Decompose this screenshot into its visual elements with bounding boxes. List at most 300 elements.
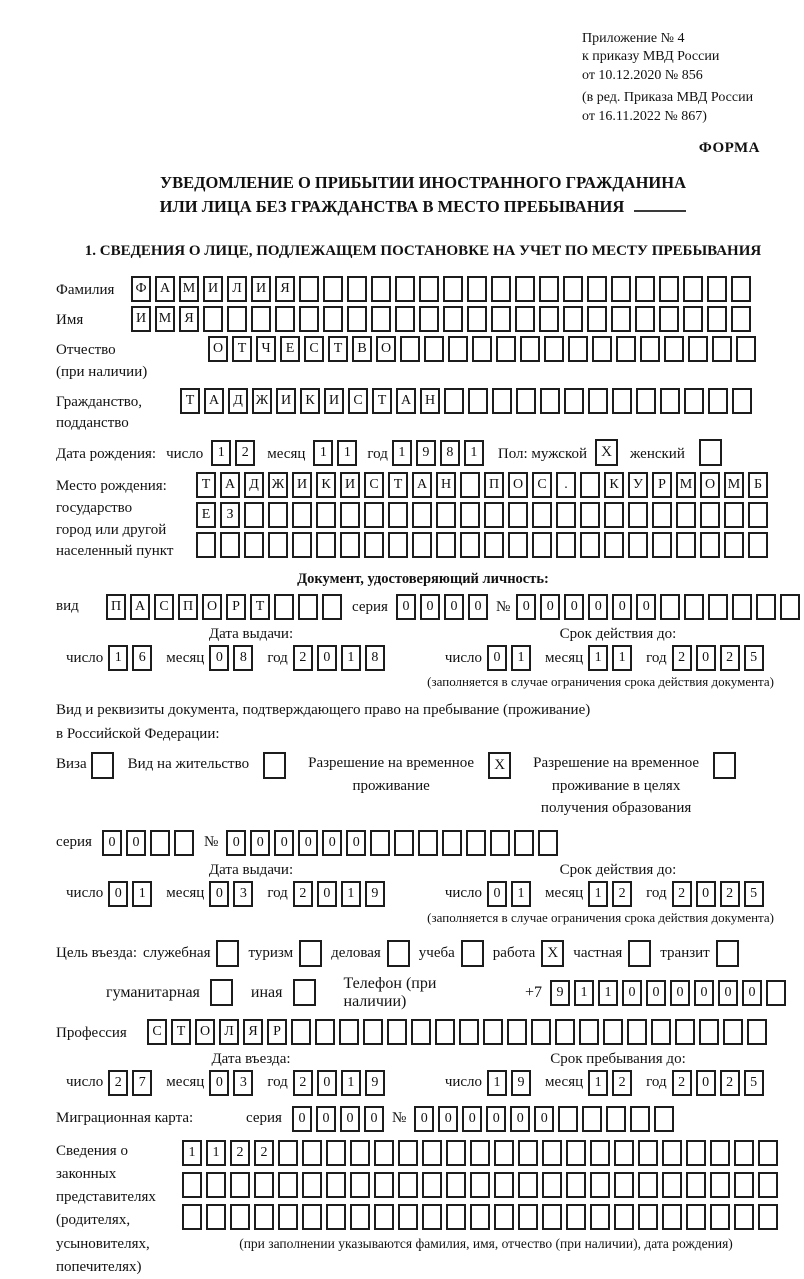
form-cell[interactable]: 0	[564, 594, 584, 620]
form-cell[interactable]	[747, 1019, 767, 1045]
form-cell[interactable]: 0	[588, 594, 608, 620]
form-cell[interactable]	[275, 306, 295, 332]
form-cell[interactable]: 1	[108, 645, 128, 671]
form-cell[interactable]: 2	[672, 1070, 692, 1096]
form-cell[interactable]	[758, 1172, 778, 1198]
visa-checkbox[interactable]	[91, 752, 114, 779]
form-cell[interactable]	[339, 1019, 359, 1045]
form-cell[interactable]	[244, 532, 264, 558]
form-cell[interactable]: 1	[392, 440, 412, 466]
form-cell[interactable]: П	[106, 594, 126, 620]
form-cell[interactable]	[388, 532, 408, 558]
form-cell[interactable]: 1	[341, 1070, 361, 1096]
form-cell[interactable]: 0	[209, 881, 229, 907]
form-cell[interactable]	[468, 388, 488, 414]
form-cell[interactable]: 0	[250, 830, 270, 856]
form-cell[interactable]: 2	[612, 1070, 632, 1096]
form-cell[interactable]: С	[364, 472, 384, 498]
form-cell[interactable]	[579, 1019, 599, 1045]
form-cell[interactable]	[652, 532, 672, 558]
form-cell[interactable]	[444, 388, 464, 414]
form-cell[interactable]: Ж	[252, 388, 272, 414]
form-cell[interactable]	[422, 1204, 442, 1230]
form-cell[interactable]: 1	[464, 440, 484, 466]
form-cell[interactable]	[446, 1172, 466, 1198]
form-cell[interactable]	[174, 830, 194, 856]
form-cell[interactable]	[580, 532, 600, 558]
form-cell[interactable]: Т	[180, 388, 200, 414]
form-cell[interactable]	[587, 306, 607, 332]
form-cell[interactable]: 0	[696, 645, 716, 671]
form-cell[interactable]: 0	[510, 1106, 530, 1132]
form-cell[interactable]	[395, 306, 415, 332]
form-cell[interactable]	[676, 502, 696, 528]
form-cell[interactable]	[590, 1204, 610, 1230]
form-cell[interactable]	[539, 306, 559, 332]
form-cell[interactable]: 1	[313, 440, 333, 466]
form-cell[interactable]: С	[348, 388, 368, 414]
form-cell[interactable]: И	[203, 276, 223, 302]
residence-permit-checkbox[interactable]	[263, 752, 286, 779]
form-cell[interactable]: 0	[444, 594, 464, 620]
form-cell[interactable]: 1	[487, 1070, 507, 1096]
form-cell[interactable]	[251, 306, 271, 332]
form-cell[interactable]	[606, 1106, 626, 1132]
form-cell[interactable]: З	[220, 502, 240, 528]
form-cell[interactable]	[710, 1172, 730, 1198]
form-cell[interactable]	[582, 1106, 602, 1132]
form-cell[interactable]	[627, 1019, 647, 1045]
form-cell[interactable]	[563, 306, 583, 332]
form-cell[interactable]	[659, 306, 679, 332]
form-cell[interactable]: Т	[250, 594, 270, 620]
form-cell[interactable]	[756, 594, 776, 620]
purpose-tourism-checkbox[interactable]	[299, 940, 322, 967]
form-cell[interactable]: О	[202, 594, 222, 620]
edu-residence-checkbox[interactable]	[713, 752, 736, 779]
form-cell[interactable]	[350, 1172, 370, 1198]
form-cell[interactable]: П	[178, 594, 198, 620]
form-cell[interactable]	[683, 306, 703, 332]
form-cell[interactable]: И	[292, 472, 312, 498]
form-cell[interactable]	[371, 306, 391, 332]
form-cell[interactable]: 0	[108, 881, 128, 907]
form-cell[interactable]	[675, 1019, 695, 1045]
purpose-transit-checkbox[interactable]	[716, 940, 739, 967]
purpose-other-checkbox[interactable]	[293, 979, 316, 1006]
form-cell[interactable]	[684, 594, 704, 620]
form-cell[interactable]	[712, 336, 732, 362]
form-cell[interactable]	[435, 1019, 455, 1045]
form-cell[interactable]: 0	[636, 594, 656, 620]
form-cell[interactable]	[588, 388, 608, 414]
form-cell[interactable]	[590, 1140, 610, 1166]
form-cell[interactable]	[542, 1172, 562, 1198]
form-cell[interactable]	[227, 306, 247, 332]
form-cell[interactable]	[592, 336, 612, 362]
form-cell[interactable]: 2	[672, 881, 692, 907]
form-cell[interactable]	[206, 1172, 226, 1198]
form-cell[interactable]	[203, 306, 223, 332]
form-cell[interactable]	[662, 1172, 682, 1198]
form-cell[interactable]: Ж	[268, 472, 288, 498]
form-cell[interactable]	[484, 532, 504, 558]
form-cell[interactable]: 0	[694, 980, 714, 1006]
form-cell[interactable]	[590, 1172, 610, 1198]
form-cell[interactable]: Б	[748, 472, 768, 498]
form-cell[interactable]	[220, 532, 240, 558]
form-cell[interactable]: Л	[227, 276, 247, 302]
form-cell[interactable]	[460, 472, 480, 498]
form-cell[interactable]: Я	[179, 306, 199, 332]
form-cell[interactable]: 0	[438, 1106, 458, 1132]
form-cell[interactable]: С	[532, 472, 552, 498]
form-cell[interactable]	[326, 1172, 346, 1198]
form-cell[interactable]	[587, 276, 607, 302]
form-cell[interactable]: Т	[372, 388, 392, 414]
form-cell[interactable]	[780, 594, 800, 620]
form-cell[interactable]	[518, 1140, 538, 1166]
form-cell[interactable]	[254, 1204, 274, 1230]
form-cell[interactable]	[710, 1140, 730, 1166]
form-cell[interactable]: 5	[744, 881, 764, 907]
form-cell[interactable]	[467, 306, 487, 332]
form-cell[interactable]: 2	[254, 1140, 274, 1166]
form-cell[interactable]: 1	[588, 1070, 608, 1096]
form-cell[interactable]	[539, 276, 559, 302]
form-cell[interactable]	[254, 1172, 274, 1198]
form-cell[interactable]	[731, 276, 751, 302]
form-cell[interactable]	[611, 306, 631, 332]
form-cell[interactable]: В	[352, 336, 372, 362]
form-cell[interactable]	[686, 1172, 706, 1198]
form-cell[interactable]	[568, 336, 588, 362]
form-cell[interactable]	[542, 1140, 562, 1166]
form-cell[interactable]: 0	[396, 594, 416, 620]
form-cell[interactable]	[322, 594, 342, 620]
form-cell[interactable]	[302, 1140, 322, 1166]
form-cell[interactable]	[732, 594, 752, 620]
form-cell[interactable]	[347, 276, 367, 302]
form-cell[interactable]: 1	[612, 645, 632, 671]
form-cell[interactable]	[182, 1204, 202, 1230]
form-cell[interactable]: 9	[550, 980, 570, 1006]
form-cell[interactable]	[419, 306, 439, 332]
form-cell[interactable]	[518, 1172, 538, 1198]
form-cell[interactable]: Д	[228, 388, 248, 414]
form-cell[interactable]: Т	[171, 1019, 191, 1045]
form-cell[interactable]	[638, 1140, 658, 1166]
form-cell[interactable]: 9	[511, 1070, 531, 1096]
form-cell[interactable]	[515, 276, 535, 302]
form-cell[interactable]: С	[304, 336, 324, 362]
form-cell[interactable]	[470, 1172, 490, 1198]
form-cell[interactable]: 0	[298, 830, 318, 856]
purpose-official-checkbox[interactable]	[216, 940, 239, 967]
form-cell[interactable]	[206, 1204, 226, 1230]
form-cell[interactable]: К	[300, 388, 320, 414]
form-cell[interactable]: М	[155, 306, 175, 332]
form-cell[interactable]: К	[604, 472, 624, 498]
form-cell[interactable]	[230, 1204, 250, 1230]
form-cell[interactable]	[635, 276, 655, 302]
form-cell[interactable]: Н	[420, 388, 440, 414]
form-cell[interactable]: 6	[132, 645, 152, 671]
form-cell[interactable]	[516, 388, 536, 414]
form-cell[interactable]	[400, 336, 420, 362]
form-cell[interactable]	[411, 1019, 431, 1045]
form-cell[interactable]: А	[396, 388, 416, 414]
form-cell[interactable]	[326, 1140, 346, 1166]
form-cell[interactable]	[436, 502, 456, 528]
form-cell[interactable]: О	[376, 336, 396, 362]
form-cell[interactable]	[316, 532, 336, 558]
form-cell[interactable]: Я	[275, 276, 295, 302]
form-cell[interactable]	[446, 1140, 466, 1166]
form-cell[interactable]	[371, 276, 391, 302]
form-cell[interactable]	[508, 532, 528, 558]
form-cell[interactable]: 0	[646, 980, 666, 1006]
form-cell[interactable]	[540, 388, 560, 414]
form-cell[interactable]	[424, 336, 444, 362]
form-cell[interactable]	[683, 276, 703, 302]
form-cell[interactable]: 2	[293, 881, 313, 907]
form-cell[interactable]	[422, 1140, 442, 1166]
form-cell[interactable]: 9	[365, 881, 385, 907]
form-cell[interactable]	[412, 502, 432, 528]
form-cell[interactable]	[299, 306, 319, 332]
form-cell[interactable]: Е	[280, 336, 300, 362]
form-cell[interactable]	[494, 1204, 514, 1230]
form-cell[interactable]: 0	[540, 594, 560, 620]
form-cell[interactable]	[566, 1172, 586, 1198]
form-cell[interactable]: 0	[346, 830, 366, 856]
form-cell[interactable]	[422, 1172, 442, 1198]
form-cell[interactable]	[628, 502, 648, 528]
form-cell[interactable]	[388, 502, 408, 528]
form-cell[interactable]	[299, 276, 319, 302]
form-cell[interactable]	[556, 502, 576, 528]
form-cell[interactable]: 2	[672, 645, 692, 671]
form-cell[interactable]: 0	[622, 980, 642, 1006]
form-cell[interactable]	[291, 1019, 311, 1045]
form-cell[interactable]: Р	[267, 1019, 287, 1045]
form-cell[interactable]	[611, 276, 631, 302]
form-cell[interactable]	[544, 336, 564, 362]
form-cell[interactable]	[446, 1204, 466, 1230]
form-cell[interactable]: М	[179, 276, 199, 302]
form-cell[interactable]	[614, 1140, 634, 1166]
form-cell[interactable]	[564, 388, 584, 414]
form-cell[interactable]	[700, 532, 720, 558]
form-cell[interactable]	[558, 1106, 578, 1132]
form-cell[interactable]: 1	[588, 881, 608, 907]
form-cell[interactable]: 1	[341, 645, 361, 671]
form-cell[interactable]: 2	[720, 881, 740, 907]
purpose-business-checkbox[interactable]	[387, 940, 410, 967]
form-cell[interactable]: 2	[293, 1070, 313, 1096]
form-cell[interactable]: 2	[108, 1070, 128, 1096]
form-cell[interactable]	[514, 830, 534, 856]
form-cell[interactable]: 0	[420, 594, 440, 620]
form-cell[interactable]: Т	[388, 472, 408, 498]
form-cell[interactable]: С	[147, 1019, 167, 1045]
form-cell[interactable]	[630, 1106, 650, 1132]
form-cell[interactable]: 0	[612, 594, 632, 620]
form-cell[interactable]	[614, 1204, 634, 1230]
form-cell[interactable]: 5	[744, 1070, 764, 1096]
form-cell[interactable]: А	[130, 594, 150, 620]
form-cell[interactable]	[374, 1204, 394, 1230]
form-cell[interactable]	[395, 276, 415, 302]
form-cell[interactable]	[387, 1019, 407, 1045]
form-cell[interactable]	[460, 532, 480, 558]
form-cell[interactable]	[724, 532, 744, 558]
form-cell[interactable]	[278, 1204, 298, 1230]
form-cell[interactable]	[340, 502, 360, 528]
form-cell[interactable]	[467, 276, 487, 302]
form-cell[interactable]	[278, 1140, 298, 1166]
form-cell[interactable]: 2	[720, 645, 740, 671]
form-cell[interactable]	[580, 472, 600, 498]
form-cell[interactable]	[470, 1140, 490, 1166]
form-cell[interactable]: 0	[322, 830, 342, 856]
form-cell[interactable]: О	[508, 472, 528, 498]
form-cell[interactable]: П	[484, 472, 504, 498]
form-cell[interactable]: 2	[720, 1070, 740, 1096]
form-cell[interactable]	[635, 306, 655, 332]
form-cell[interactable]: Я	[243, 1019, 263, 1045]
form-cell[interactable]: 1	[341, 881, 361, 907]
form-cell[interactable]	[494, 1172, 514, 1198]
form-cell[interactable]	[443, 276, 463, 302]
form-cell[interactable]	[459, 1019, 479, 1045]
form-cell[interactable]: Л	[219, 1019, 239, 1045]
purpose-private-checkbox[interactable]	[628, 940, 651, 967]
form-cell[interactable]	[292, 502, 312, 528]
form-cell[interactable]: А	[155, 276, 175, 302]
form-cell[interactable]	[278, 1172, 298, 1198]
form-cell[interactable]	[182, 1172, 202, 1198]
form-cell[interactable]: С	[154, 594, 174, 620]
form-cell[interactable]	[507, 1019, 527, 1045]
form-cell[interactable]	[731, 306, 751, 332]
form-cell[interactable]	[699, 1019, 719, 1045]
form-cell[interactable]	[466, 830, 486, 856]
form-cell[interactable]: О	[700, 472, 720, 498]
form-cell[interactable]: Т	[328, 336, 348, 362]
form-cell[interactable]: 0	[696, 1070, 716, 1096]
form-cell[interactable]	[520, 336, 540, 362]
form-cell[interactable]: 1	[588, 645, 608, 671]
form-cell[interactable]: 1	[206, 1140, 226, 1166]
form-cell[interactable]	[628, 532, 648, 558]
form-cell[interactable]	[734, 1172, 754, 1198]
form-cell[interactable]: 0	[487, 881, 507, 907]
form-cell[interactable]: 9	[416, 440, 436, 466]
form-cell[interactable]	[302, 1172, 322, 1198]
form-cell[interactable]	[707, 276, 727, 302]
form-cell[interactable]	[654, 1106, 674, 1132]
form-cell[interactable]: 0	[486, 1106, 506, 1132]
form-cell[interactable]: 0	[534, 1106, 554, 1132]
form-cell[interactable]	[492, 388, 512, 414]
form-cell[interactable]	[326, 1204, 346, 1230]
form-cell[interactable]: 2	[612, 881, 632, 907]
form-cell[interactable]	[676, 532, 696, 558]
form-cell[interactable]	[734, 1140, 754, 1166]
form-cell[interactable]	[340, 532, 360, 558]
form-cell[interactable]: 0	[274, 830, 294, 856]
form-cell[interactable]	[532, 502, 552, 528]
form-cell[interactable]: 9	[365, 1070, 385, 1096]
form-cell[interactable]	[364, 502, 384, 528]
form-cell[interactable]	[732, 388, 752, 414]
form-cell[interactable]: У	[628, 472, 648, 498]
form-cell[interactable]	[419, 276, 439, 302]
form-cell[interactable]	[491, 306, 511, 332]
form-cell[interactable]: И	[131, 306, 151, 332]
form-cell[interactable]	[566, 1140, 586, 1166]
form-cell[interactable]	[374, 1140, 394, 1166]
temp-residence-checkbox[interactable]: X	[488, 752, 511, 779]
form-cell[interactable]: 1	[574, 980, 594, 1006]
form-cell[interactable]	[686, 1204, 706, 1230]
form-cell[interactable]	[580, 502, 600, 528]
form-cell[interactable]: М	[676, 472, 696, 498]
form-cell[interactable]: Т	[232, 336, 252, 362]
form-cell[interactable]	[518, 1204, 538, 1230]
form-cell[interactable]	[483, 1019, 503, 1045]
form-cell[interactable]: 0	[364, 1106, 384, 1132]
form-cell[interactable]	[604, 532, 624, 558]
form-cell[interactable]: О	[195, 1019, 215, 1045]
form-cell[interactable]	[412, 532, 432, 558]
form-cell[interactable]	[448, 336, 468, 362]
form-cell[interactable]	[638, 1204, 658, 1230]
form-cell[interactable]: 0	[292, 1106, 312, 1132]
form-cell[interactable]	[460, 502, 480, 528]
form-cell[interactable]: 5	[744, 645, 764, 671]
form-cell[interactable]	[664, 336, 684, 362]
form-cell[interactable]	[230, 1172, 250, 1198]
form-cell[interactable]	[515, 306, 535, 332]
form-cell[interactable]: И	[340, 472, 360, 498]
form-cell[interactable]	[442, 830, 462, 856]
form-cell[interactable]: 1	[132, 881, 152, 907]
form-cell[interactable]: И	[324, 388, 344, 414]
form-cell[interactable]	[274, 594, 294, 620]
form-cell[interactable]: 0	[670, 980, 690, 1006]
form-cell[interactable]: И	[276, 388, 296, 414]
form-cell[interactable]	[662, 1204, 682, 1230]
form-cell[interactable]	[302, 1204, 322, 1230]
form-cell[interactable]	[652, 502, 672, 528]
form-cell[interactable]	[688, 336, 708, 362]
form-cell[interactable]: 1	[211, 440, 231, 466]
form-cell[interactable]: 0	[487, 645, 507, 671]
form-cell[interactable]	[708, 388, 728, 414]
form-cell[interactable]	[684, 388, 704, 414]
form-cell[interactable]	[350, 1204, 370, 1230]
form-cell[interactable]	[758, 1140, 778, 1166]
form-cell[interactable]	[398, 1172, 418, 1198]
form-cell[interactable]	[496, 336, 516, 362]
form-cell[interactable]: 1	[182, 1140, 202, 1166]
form-cell[interactable]	[490, 830, 510, 856]
form-cell[interactable]	[494, 1140, 514, 1166]
form-cell[interactable]	[659, 276, 679, 302]
